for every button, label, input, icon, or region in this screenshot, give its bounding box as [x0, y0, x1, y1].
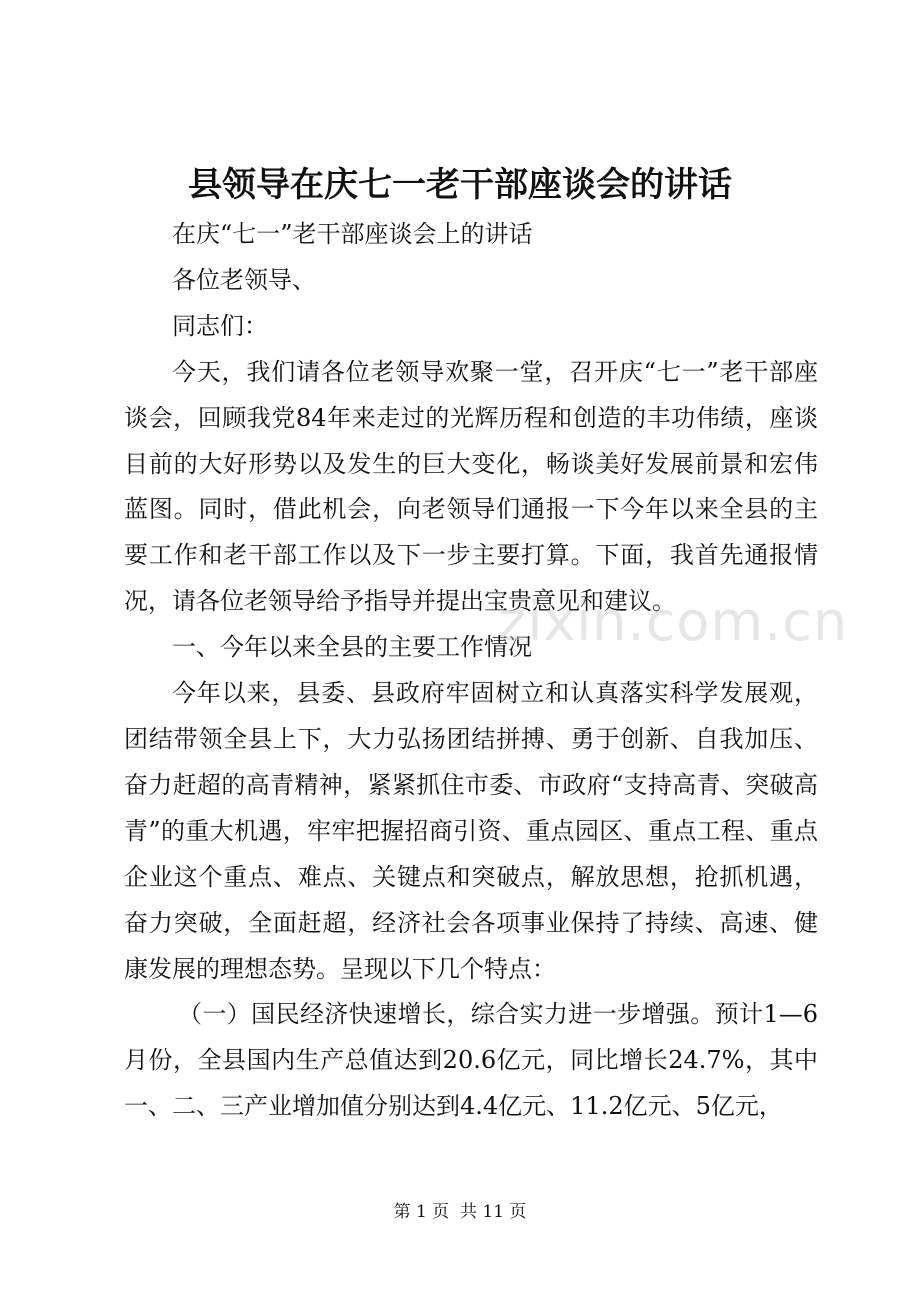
section-heading-1: 一、今年以来全县的主要工作情况 — [172, 633, 532, 662]
watermark-logo: zixin.com.cn — [498, 590, 849, 653]
document-body — [124, 212, 818, 1130]
salutation-line-1: 各位老领导、 — [172, 265, 316, 294]
page-footer — [0, 1200, 920, 1224]
salutation-line-2: 同志们： — [172, 311, 268, 340]
page-number: 第 1 页 共 11 页 — [393, 1202, 527, 1222]
section-1-paragraph: 今年以来，县委、县政府牢固树立和认真落实科学发展观，团结带领全县上下，大力弘扬团结拼搏、勇于创新、自我加压、奋力赶超的高青精神，紧紧抓住市委、市政府“支持高青、突破高青”的重大机遇，牢牢把握招商引资、重点园区、重点工程、重点企业这个重点、难点、关键点和突破点，解放思想，抢抓机遇，奋力突破，全面赶超，经济社会各项事业保持了持续、高速、健康发展的理想态势。呈现以下几个特点： — [124, 679, 818, 983]
intro-paragraph: 今天，我们请各位老领导欢聚一堂，召开庆“七一”老干部座谈会，回顾我党84年来走过的光辉历程和创造的丰功伟绩，座谈目前的大好形势以及发生的巨大变化，畅谈美好发展前景和宏伟蓝图。同时，借此机会，向老领导们通报一下今年以来全县的主要工作和老干部工作以及下一步主要打算。下面，我首先通报情况，请各位老领导给予指导并提出宝贵意见和建议。 — [124, 357, 818, 616]
speech-subtitle: 在庆“七一”老干部座谈会上的讲话 — [172, 220, 533, 248]
subsection-1-paragraph: （一）国民经济快速增长，综合实力进一步增强。预计1—6月份，全县国内生产总值达到20.6亿元，同比增长24.7%，其中一、二、三产业增加值分别达到4.4亿元、11.2亿元、5亿元， — [124, 1000, 818, 1121]
document-title: 县领导在庆七一老干部座谈会的讲话 — [188, 165, 732, 205]
